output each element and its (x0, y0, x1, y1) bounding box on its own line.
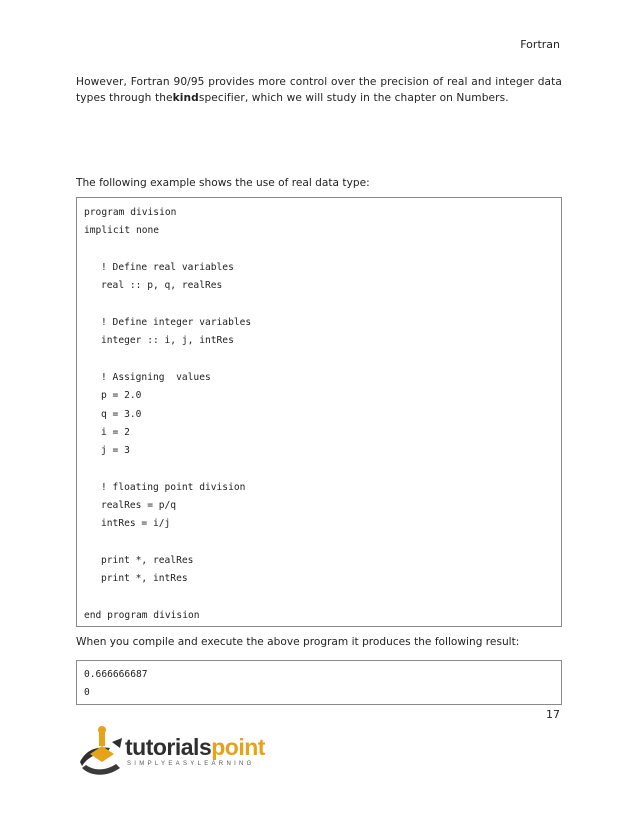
intro-paragraph (76, 74, 562, 106)
logo-word-dark: tutorials (125, 734, 212, 760)
running-header: Fortran (520, 38, 560, 51)
output-block (76, 660, 562, 705)
page-number: 17 (546, 708, 560, 721)
code-line: print *, realRes (101, 555, 194, 566)
code-line: end program division (84, 610, 200, 621)
code-line: i = 2 (101, 427, 130, 438)
code-line: j = 3 (101, 445, 130, 456)
kind-keyword: kind (172, 92, 199, 104)
logo-tagline: SIMPLYEASYLEARNING (127, 761, 255, 767)
code-line: p = 2.0 (101, 390, 142, 401)
code-line: integer :: i, j, intRes (101, 335, 234, 346)
code-line: q = 3.0 (101, 409, 142, 420)
output-line: 0.666666687 (84, 669, 148, 680)
code-line: print *, intRes (101, 573, 188, 584)
code-line: realRes = p/q (101, 500, 177, 511)
code-block (76, 197, 562, 627)
code-line: real :: p, q, realRes (101, 280, 223, 291)
logo-emblem-icon (76, 724, 126, 782)
intro-text-start: However, Fortran 90/95 provides more control over the precision of real and integer data types through the (76, 76, 562, 104)
code-line: ! floating point division (101, 482, 246, 493)
result-intro: When you compile and execute the above program it produces the following result: (76, 636, 520, 648)
code-line: ! Assigning values (101, 372, 211, 383)
logo-word-accent: point (211, 734, 265, 760)
code-line: intRes = i/j (101, 518, 171, 529)
logo-wordmark (125, 734, 265, 761)
code-line: implicit none (84, 225, 160, 236)
code-line: ! Define integer variables (101, 317, 252, 328)
intro-text-end: specifier, which we will study in the chapter on Numbers. (198, 92, 509, 104)
code-line: program division (84, 207, 177, 218)
output-line: 0 (84, 687, 90, 698)
example-intro: The following example shows the use of real data type: (76, 177, 370, 189)
code-line: ! Define real variables (101, 262, 234, 273)
tutorialspoint-logo (76, 724, 276, 782)
